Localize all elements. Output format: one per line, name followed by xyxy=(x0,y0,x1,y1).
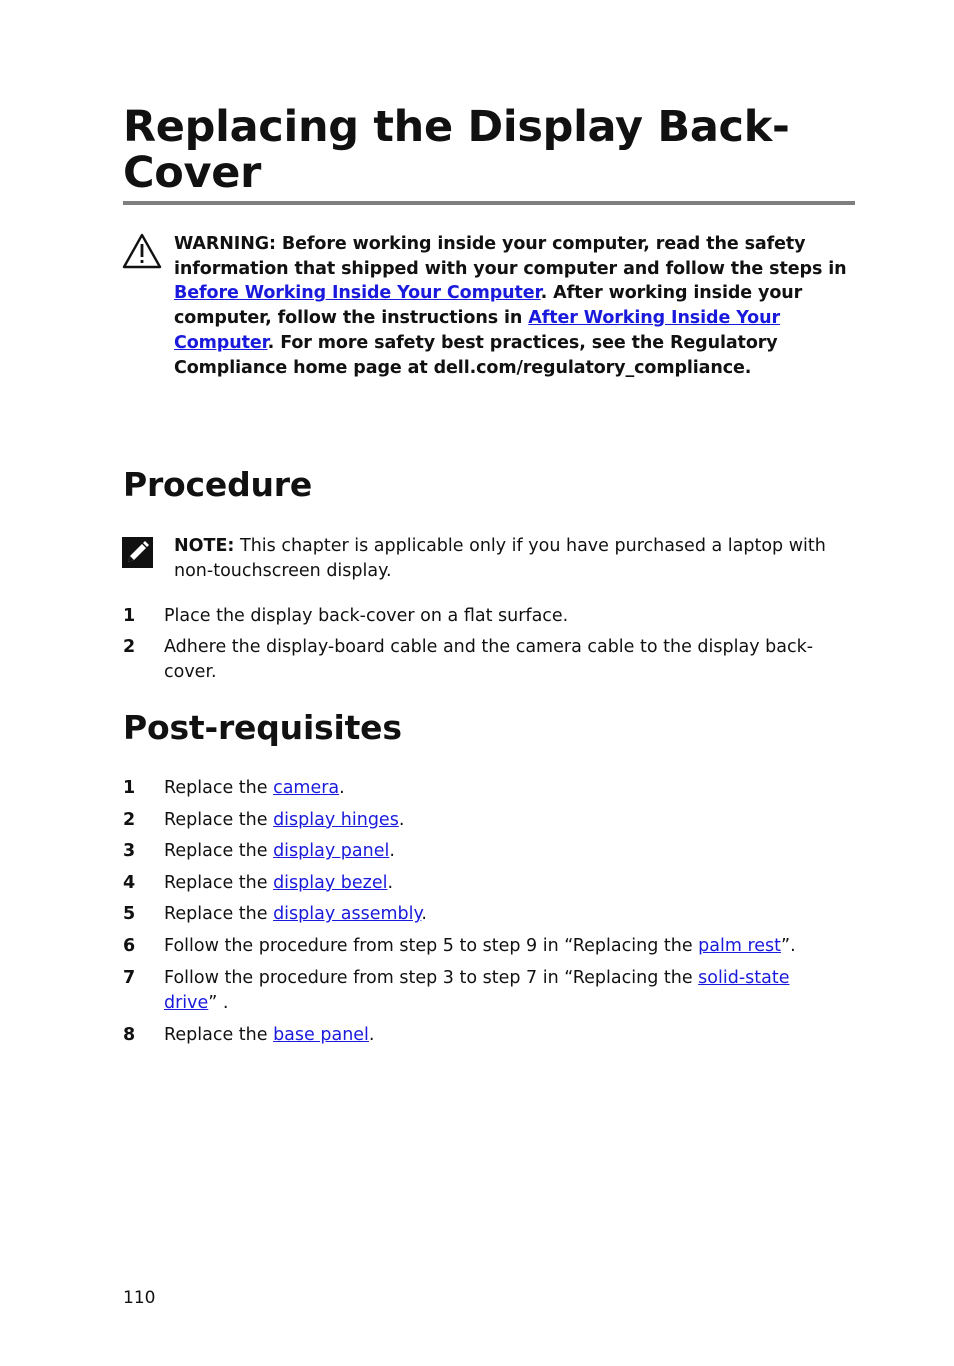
list-item xyxy=(123,902,863,934)
step-text: Place the display back-cover on a flat surface. xyxy=(164,606,569,626)
step-number: 8 xyxy=(123,1024,136,1045)
warning-text-1: Before working inside your computer, read the safety information that shipped with your computer and follow the steps in xyxy=(174,234,847,279)
list-item xyxy=(123,934,863,966)
step-text: Follow the procedure from step 5 to step 9 in “Replacing the xyxy=(164,935,699,956)
post-requisites-steps xyxy=(123,776,863,1048)
list-item xyxy=(123,635,843,685)
palm-rest-link[interactable]: palm rest xyxy=(698,935,782,956)
procedure-steps xyxy=(123,604,863,685)
step-text: Follow the procedure from step 3 to step 7 in “Replacing the xyxy=(164,967,699,988)
note-label: NOTE: xyxy=(174,536,235,556)
step-number: 3 xyxy=(123,841,136,862)
step-number: 7 xyxy=(123,967,136,988)
step-text: Adhere the display-board cable and the camera cable to the display back-cover. xyxy=(164,637,814,682)
step-text: Replace the xyxy=(164,778,274,798)
warning-label: WARNING: xyxy=(174,234,276,254)
display-panel-link[interactable]: display panel xyxy=(273,841,390,862)
list-item xyxy=(123,604,863,635)
list-item xyxy=(123,966,823,1016)
pencil-note-icon xyxy=(122,537,153,568)
step-number: 1 xyxy=(123,778,136,798)
step-text-end: . xyxy=(368,1024,375,1045)
list-item xyxy=(123,839,863,871)
warning-text-2: . After working inside your computer, follow the instructions in xyxy=(174,283,803,329)
display-assembly-link[interactable]: display assembly xyxy=(273,904,422,925)
list-item xyxy=(123,871,863,903)
step-text: Replace the xyxy=(164,809,274,830)
step-text: Replace the xyxy=(164,872,274,893)
after-working-link[interactable]: After Working Inside Your Computer xyxy=(174,308,780,353)
note-block xyxy=(174,534,864,584)
step-number: 5 xyxy=(123,904,136,925)
step-text-end: . xyxy=(387,872,394,893)
list-item xyxy=(123,776,863,808)
display-hinges-link[interactable]: display hinges xyxy=(273,809,399,830)
base-panel-link[interactable]: base panel xyxy=(273,1024,369,1045)
step-text-end: . xyxy=(389,841,395,862)
post-requisites-heading: Post-requisites xyxy=(123,708,402,747)
step-number: 1 xyxy=(123,606,136,626)
step-text: Replace the xyxy=(164,904,274,925)
page-number: 110 xyxy=(123,1288,156,1308)
list-item xyxy=(123,808,863,840)
note-text: This chapter is applicable only if you have purchased a laptop with non-touchscreen display. xyxy=(174,536,826,581)
step-number: 2 xyxy=(123,809,136,830)
step-number: 6 xyxy=(123,935,136,956)
before-working-link[interactable]: Before Working Inside Your Computer xyxy=(174,283,541,304)
step-number: 2 xyxy=(123,637,136,657)
page-title: Replacing the Display Back-Cover xyxy=(123,102,790,198)
step-text-end: . xyxy=(421,904,427,925)
step-text-end: . xyxy=(339,778,345,798)
warning-text-3: . For more safety best practices, see the Regulatory Compliance home page at dell.com/regulatory_compliance. xyxy=(174,332,778,378)
camera-link[interactable]: camera xyxy=(273,778,340,798)
solid-state-drive-link[interactable]: solid-state drive xyxy=(164,967,790,1013)
step-text-end: ”. xyxy=(781,935,796,956)
title-underline xyxy=(123,201,855,205)
warning-icon xyxy=(122,233,162,269)
procedure-heading: Procedure xyxy=(123,465,313,504)
warning-block xyxy=(174,232,864,380)
step-number: 4 xyxy=(123,872,136,893)
list-item xyxy=(123,1023,863,1048)
step-text-end: . xyxy=(398,809,405,830)
step-text-end: ” . xyxy=(208,992,229,1013)
display-bezel-link[interactable]: display bezel xyxy=(273,872,388,893)
step-text: Replace the xyxy=(164,1024,274,1045)
step-text: Replace the xyxy=(164,841,274,862)
